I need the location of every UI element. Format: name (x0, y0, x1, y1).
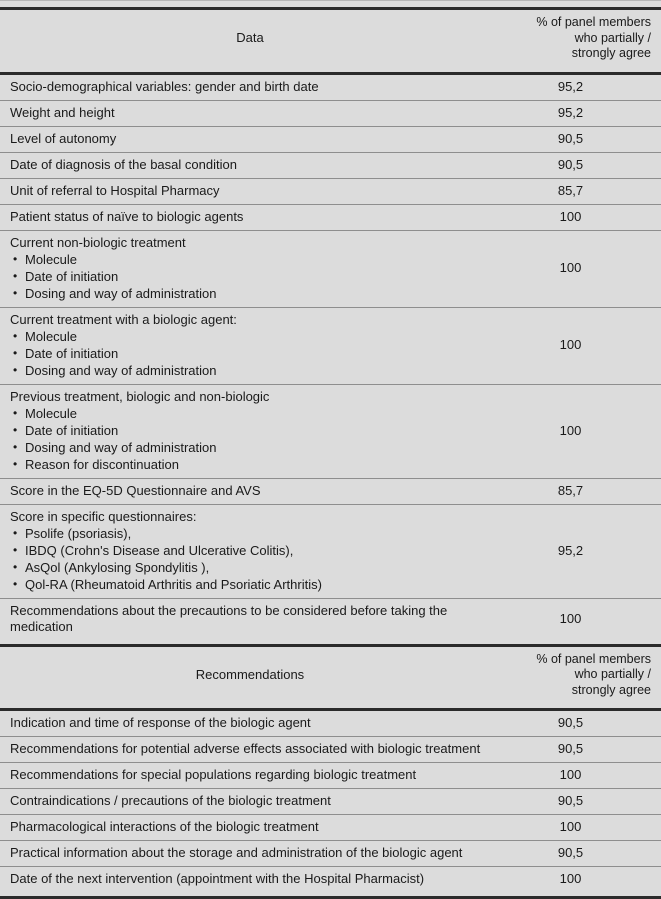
list-item (10, 422, 492, 439)
bullet-icon: • (13, 456, 18, 471)
table-top-rule (0, 1, 661, 9)
row-label-text: Date of diagnosis of the basal condition (10, 156, 237, 172)
column-header-percent-line: % of panel members (536, 15, 651, 29)
bullet-icon: • (13, 439, 18, 454)
table-row[interactable] (0, 841, 661, 867)
table-row[interactable] (0, 789, 661, 815)
row-percent-value: 90,5 (500, 126, 661, 152)
table-row[interactable] (0, 384, 661, 478)
table-row[interactable] (0, 763, 661, 789)
row-label-text: Previous treatment, biologic and non-biologic (10, 388, 270, 404)
row-label-text: Practical information about the storage and administration of the biologic agent (10, 845, 463, 860)
row-percent-value: 85,7 (500, 178, 661, 204)
row-label-text: Weight and height (10, 104, 115, 120)
bullet-icon: • (13, 345, 18, 360)
row-label-cell (0, 867, 500, 893)
table-header-row (0, 9, 661, 68)
row-label-text: Level of autonomy (10, 130, 117, 146)
column-header-percent-line: % of panel members (536, 651, 651, 666)
column-header-percent-line: strongly agree (571, 682, 651, 697)
list-item (10, 559, 492, 576)
row-label-text: Score in the EQ-5D Questionnaire and AVS (10, 482, 261, 498)
bullet-icon: • (13, 268, 18, 283)
table-row[interactable] (0, 815, 661, 841)
column-header-label: Recommendations (0, 645, 500, 704)
table-row[interactable] (0, 478, 661, 504)
row-percent-value: 95,2 (500, 73, 661, 100)
list-item-label: Dosing and way of administration (25, 439, 217, 455)
rule-line (0, 892, 661, 898)
row-label-cell (0, 504, 500, 598)
table-row[interactable] (0, 737, 661, 763)
list-item-label: Molecule (25, 251, 78, 267)
list-item-label: Molecule (25, 405, 78, 421)
row-label-text: Date of the next intervention (appointment with the Hospital Pharmacist) (10, 871, 425, 886)
column-header-percent-line: strongly agree (571, 46, 651, 60)
list-item (10, 576, 492, 593)
row-bullet-list (10, 405, 492, 473)
list-item (10, 345, 492, 362)
row-bullet-list (10, 328, 492, 379)
list-item-label: Reason for discontinuation (25, 456, 179, 472)
row-label-cell (0, 710, 500, 737)
list-item (10, 456, 492, 473)
row-label-text: Contraindications / precautions of the biologic treatment (10, 793, 331, 808)
list-item (10, 251, 492, 268)
list-item (10, 362, 492, 379)
bullet-icon: • (13, 559, 18, 574)
column-header-label: Data (0, 9, 500, 68)
row-label-cell (0, 763, 500, 789)
row-percent-value: 100 (500, 867, 661, 893)
table-row[interactable] (0, 178, 661, 204)
list-item-label: Molecule (25, 328, 78, 344)
list-item-label: Psolife (psoriasis), (25, 525, 132, 541)
row-percent-value: 100 (500, 815, 661, 841)
table-header-row (0, 645, 661, 704)
row-percent-value: 100 (500, 230, 661, 307)
row-label-cell (0, 384, 500, 478)
table-row[interactable] (0, 230, 661, 307)
row-label-cell (0, 841, 500, 867)
list-item (10, 542, 492, 559)
bullet-icon: • (13, 328, 18, 343)
list-item-label: Date of initiation (25, 268, 119, 284)
row-bullet-list (10, 525, 492, 593)
table-row[interactable] (0, 598, 661, 640)
row-label-text: Current non-biologic treatment (10, 234, 186, 250)
list-item (10, 328, 492, 345)
bullet-icon: • (13, 405, 18, 420)
row-label-cell (0, 230, 500, 307)
bullet-icon: • (13, 525, 18, 540)
row-percent-value: 100 (500, 598, 661, 640)
row-label-text: Pharmacological interactions of the biologic treatment (10, 819, 319, 834)
list-item (10, 285, 492, 302)
list-item-label: IBDQ (Crohn's Disease and Ulcerative Colitis), (25, 542, 294, 558)
column-header-percent-line: who partially / (574, 30, 651, 45)
list-item-label: Qol-RA (Rheumatoid Arthritis and Psoriatic Arthritis) (25, 576, 322, 592)
row-label-cell (0, 178, 500, 204)
table-row[interactable] (0, 73, 661, 100)
row-label-cell (0, 152, 500, 178)
row-label-text: Patient status of naïve to biologic agents (10, 208, 244, 224)
row-label-cell (0, 100, 500, 126)
row-label-text: Indication and time of response of the biologic agent (10, 715, 311, 730)
row-label-cell (0, 73, 500, 100)
row-percent-value: 100 (500, 763, 661, 789)
row-label-text: Score in specific questionnaires: (10, 508, 197, 524)
table-row[interactable] (0, 504, 661, 598)
table-row[interactable] (0, 867, 661, 893)
bullet-icon: • (13, 285, 18, 300)
row-percent-value: 90,5 (500, 737, 661, 763)
list-item-label: Dosing and way of administration (25, 285, 217, 301)
row-label-text: Recommendations about the precautions to be considered before taking the medication (10, 602, 448, 634)
row-percent-value: 90,5 (500, 710, 661, 737)
list-item-label: AsQol (Ankylosing Spondylitis ), (25, 559, 210, 575)
column-header-percent-line: who partially / (574, 667, 651, 681)
table-row[interactable] (0, 100, 661, 126)
row-percent-value: 100 (500, 307, 661, 384)
row-percent-value: 85,7 (500, 478, 661, 504)
row-label-cell (0, 789, 500, 815)
table-row[interactable] (0, 204, 661, 230)
row-label-cell (0, 598, 500, 640)
row-label-text: Current treatment with a biologic agent: (10, 311, 237, 327)
bullet-icon: • (13, 542, 18, 557)
row-label-text: Recommendations for special populations regarding biologic treatment (10, 767, 417, 782)
row-label-cell (0, 737, 500, 763)
row-bullet-list (10, 251, 492, 302)
row-label-cell (0, 204, 500, 230)
list-item-label: Dosing and way of administration (25, 362, 217, 378)
table-body (0, 1, 661, 898)
table-row[interactable] (0, 307, 661, 384)
bullet-icon: • (13, 251, 18, 266)
list-item (10, 405, 492, 422)
row-label-cell (0, 815, 500, 841)
table-row[interactable] (0, 152, 661, 178)
row-label-text: Unit of referral to Hospital Pharmacy (10, 182, 220, 198)
table-bottom-rule (0, 892, 661, 898)
column-header-percent (500, 9, 661, 68)
row-percent-value: 95,2 (500, 100, 661, 126)
list-item-label: Date of initiation (25, 422, 119, 438)
row-label-cell (0, 478, 500, 504)
list-item (10, 439, 492, 456)
bullet-icon: • (13, 576, 18, 591)
row-percent-value: 90,5 (500, 152, 661, 178)
bullet-icon: • (13, 422, 18, 437)
column-header-percent (500, 645, 661, 704)
row-label-text: Socio-demographical variables: gender and birth date (10, 78, 319, 94)
row-percent-value: 95,2 (500, 504, 661, 598)
row-percent-value: 90,5 (500, 841, 661, 867)
table-row[interactable] (0, 710, 661, 737)
rule-line (0, 1, 661, 9)
row-label-cell (0, 126, 500, 152)
row-percent-value: 90,5 (500, 789, 661, 815)
row-percent-value: 100 (500, 384, 661, 478)
row-label-text: Recommendations for potential adverse effects associated with biologic treatment (10, 741, 481, 756)
list-item (10, 525, 492, 542)
row-label-cell (0, 307, 500, 384)
table-row[interactable] (0, 126, 661, 152)
bullet-icon: • (13, 362, 18, 377)
list-item-label: Date of initiation (25, 345, 119, 361)
row-percent-value: 100 (500, 204, 661, 230)
list-item (10, 268, 492, 285)
